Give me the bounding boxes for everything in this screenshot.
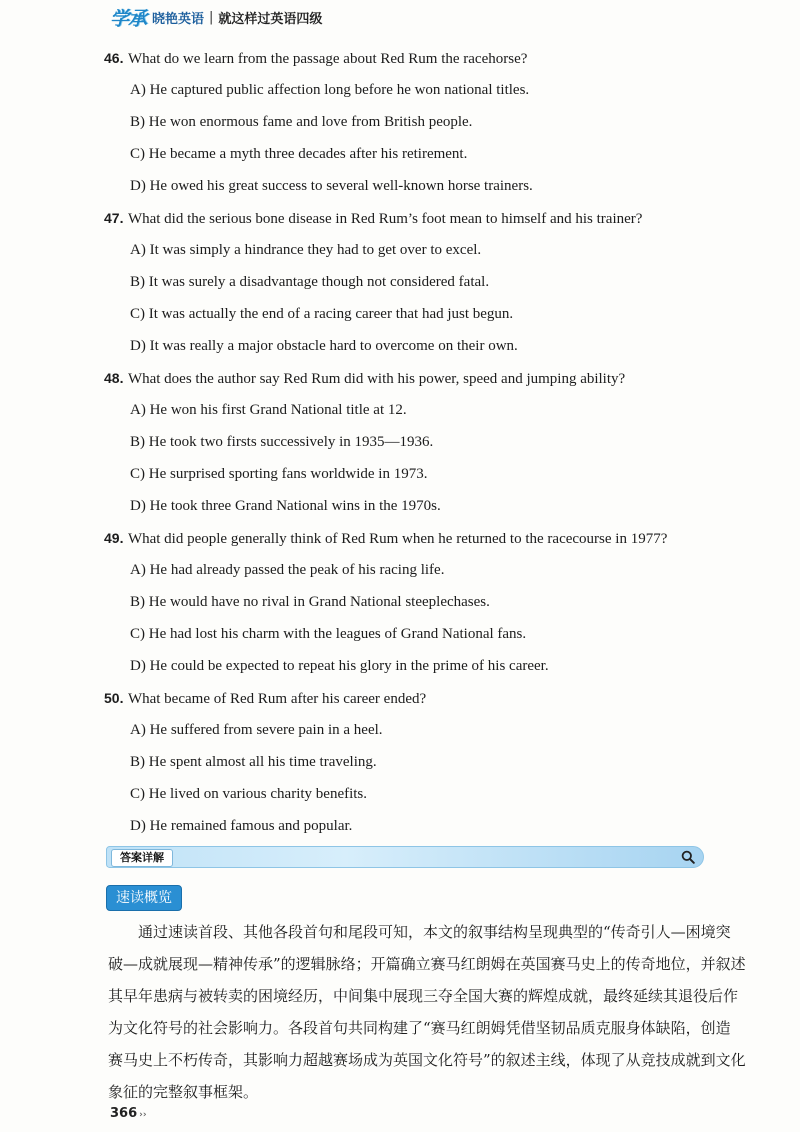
option-d: D) He took three Grand National wins in the 1970s. <box>130 498 441 514</box>
paragraph-line: 破—成就展现—精神传承”的逻辑脉络；开篇确立赛马红朗姆在英国赛马史上的传奇地位，并叙述 <box>108 955 746 973</box>
option-b: B) He spent almost all his time traveling. <box>130 754 377 770</box>
option-b: B) He took two firsts successively in 1935—1936. <box>130 434 434 450</box>
paragraph-line: 为文化符号的社会影响力。各段首句共同构建了“赛马红朗姆凭借坚韧品质克服身体缺陷，创造 <box>108 1019 731 1037</box>
page-header <box>110 4 322 30</box>
question-stem: What do we learn from the passage about Red Rum the racehorse? <box>127 51 528 67</box>
question-number: 49. <box>104 530 124 546</box>
option-d: D) He remained famous and popular. <box>130 818 353 834</box>
page-arrows: ›› <box>139 1110 147 1120</box>
search-icon <box>681 850 695 864</box>
option-a: A) He won his first Grand National title at 12. <box>130 402 407 418</box>
option-c: C) He had lost his charm with the leagues of Grand National fans. <box>130 626 527 642</box>
question-number: 48. <box>104 370 124 386</box>
option-c: C) He surprised sporting fans worldwide in 1973. <box>130 466 428 482</box>
paragraph-line: 通过速读首段、其他各段首句和尾段可知，本文的叙事结构呈现典型的“传奇引人—困境突 <box>138 923 731 941</box>
question-46 <box>104 42 724 202</box>
option-c: C) He lived on various charity benefits. <box>130 786 368 802</box>
question-47 <box>104 202 724 362</box>
paragraph-line: 其早年患病与被转卖的困境经历，中间集中展现三夺全国大赛的辉煌成就，最终延续其退役后作 <box>108 987 739 1005</box>
option-a: A) He captured public affection long before he won national titles. <box>130 82 530 98</box>
paragraph-line: 赛马史上不朽传奇，其影响力超越赛场成为英国文化符号”的叙述主线，体现了从竞技成就到文化 <box>108 1051 746 1069</box>
page-number: 366 ›› <box>110 1106 147 1121</box>
answer-section-bar <box>106 846 704 868</box>
series-title: 就这样过英语四级 <box>218 11 323 27</box>
question-number: 46. <box>104 50 124 66</box>
option-c: C) It was actually the end of a racing career that had just begun. <box>130 306 514 322</box>
question-49 <box>104 522 724 682</box>
question-stem: What does the author say Red Rum did with his power, speed and jumping ability? <box>127 371 626 387</box>
paragraph-line: 象征的完整叙事框架。 <box>108 1083 259 1101</box>
option-b: B) It was surely a disadvantage though not considered fatal. <box>130 274 490 290</box>
question-number: 47. <box>104 210 124 226</box>
publisher-logo: 学承 <box>110 7 147 30</box>
question-50 <box>104 682 724 842</box>
option-c: C) He became a myth three decades after his retirement. <box>130 146 468 162</box>
option-d: D) He could be expected to repeat his glory in the prime of his career. <box>130 658 549 674</box>
option-d: D) It was really a major obstacle hard to overcome on their own. <box>130 338 518 354</box>
question-stem: What did people generally think of Red Rum when he returned to the racecourse in 1977? <box>127 531 668 547</box>
option-d: D) He owed his great success to several well-known horse trainers. <box>130 178 533 194</box>
question-list <box>104 42 724 842</box>
header-separator: | <box>209 9 214 25</box>
brand-name: 晓艳英语 <box>152 11 205 27</box>
question-number: 50. <box>104 690 124 706</box>
option-b: B) He would have no rival in Grand National steeplechases. <box>130 594 490 610</box>
option-a: A) He had already passed the peak of his racing life. <box>130 562 445 578</box>
overview-paragraph <box>108 916 746 1108</box>
option-a: A) He suffered from severe pain in a heel. <box>130 722 383 738</box>
option-b: B) He won enormous fame and love from British people. <box>130 114 473 130</box>
question-stem: What did the serious bone disease in Red Rum’s foot mean to himself and his trainer? <box>127 211 643 227</box>
answer-section-label: 答案详解 <box>111 849 173 867</box>
option-a: A) It was simply a hindrance they had to get over to excel. <box>130 242 482 258</box>
question-stem: What became of Red Rum after his career ended? <box>127 691 427 707</box>
question-48 <box>104 362 724 522</box>
overview-tag: 速读概览 <box>106 885 182 911</box>
